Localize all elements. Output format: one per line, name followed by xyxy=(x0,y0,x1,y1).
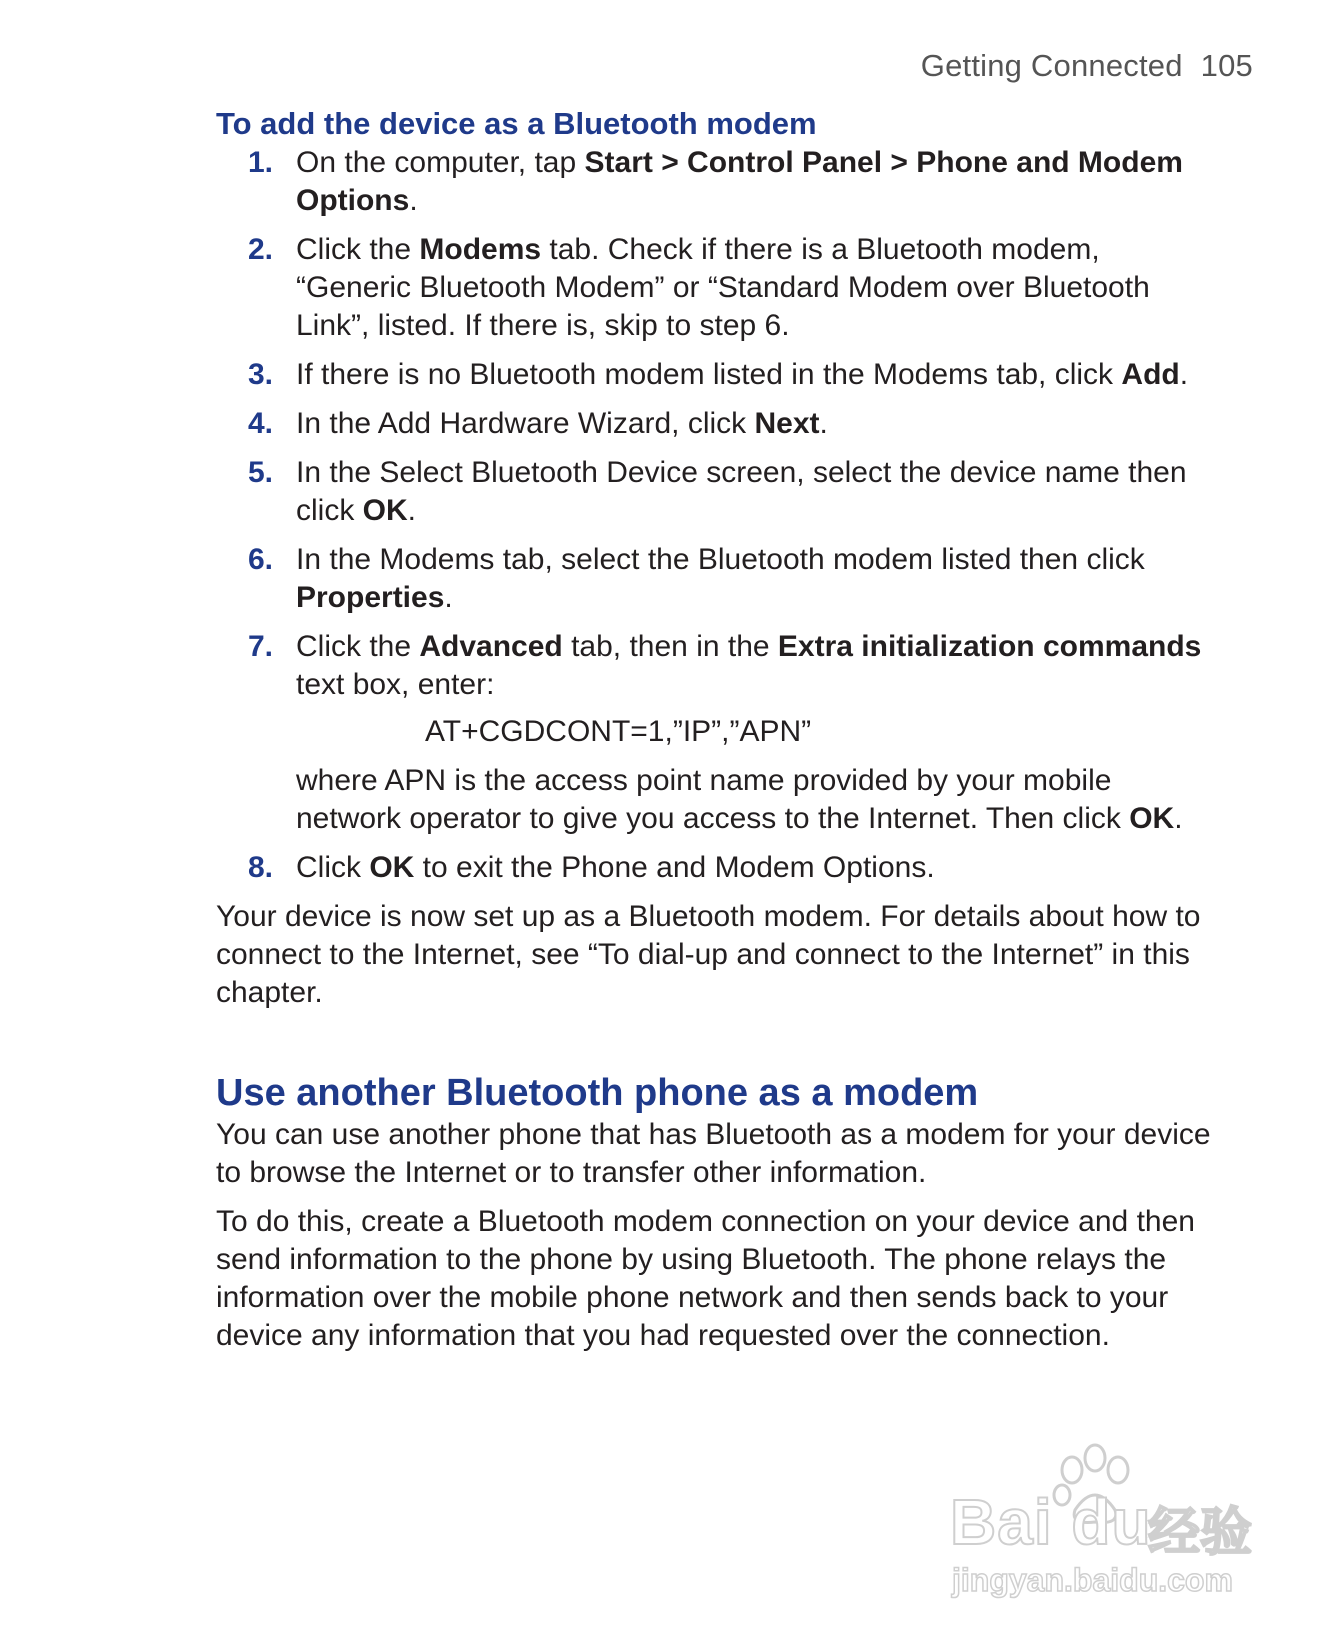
step-text: tab. Check if there is a Bluetooth modem, “Generic Bluetooth Modem” or “Standard Modem over Bluetooth Link”, listed. If there is, skip to step 6. xyxy=(296,233,1150,342)
procedure-conclusion: Your device is now set up as a Bluetooth modem. For details about how to connect to the Internet, see “To dial-up and connect to the Internet” in this chapter. xyxy=(216,900,1201,1009)
ui-term: Extra initialization commands xyxy=(777,630,1202,663)
step-text: Click xyxy=(296,851,370,884)
section-paragraph: You can use another phone that has Bluetooth as a modem for your device to browse the Internet or to transfer other information. xyxy=(216,1118,1211,1189)
watermark-cn: 经验 xyxy=(1148,1504,1253,1562)
header-section-title: Getting Connected xyxy=(920,48,1183,83)
procedure-title: To add the device as a Bluetooth modem xyxy=(216,106,817,141)
step-item xyxy=(216,356,1216,394)
ui-term: Advanced xyxy=(419,630,563,663)
step-item xyxy=(216,231,1216,345)
step-number: 4. xyxy=(248,407,274,440)
running-header xyxy=(921,48,1253,84)
ui-term: OK xyxy=(369,851,415,884)
step-number: 2. xyxy=(248,233,274,266)
command-text: AT+CGDCONT=1,”IP”,”APN” xyxy=(425,715,812,748)
ui-term: Add xyxy=(1121,358,1180,391)
step-body xyxy=(296,630,1201,701)
step-body xyxy=(296,456,1187,527)
step-item xyxy=(216,849,1216,887)
step-number: 1. xyxy=(248,146,274,179)
step-text: . xyxy=(1174,802,1183,835)
step-number: 8. xyxy=(248,851,274,884)
step-text: Click the xyxy=(296,630,420,663)
step-text: In the Select Bluetooth Device screen, select the device name then click xyxy=(296,456,1187,527)
step-number: 3. xyxy=(248,358,274,391)
watermark-url: jingyan.baidu.com xyxy=(952,1562,1233,1598)
step-text: In the Modems tab, select the Bluetooth modem listed then click xyxy=(296,543,1145,576)
ui-term: Properties xyxy=(296,581,445,614)
step-text: . xyxy=(819,407,828,440)
step-body xyxy=(296,358,1188,391)
watermark-brand: Bai du xyxy=(950,1486,1152,1558)
step-text: where APN is the access point name provided by your mobile network operator to give you access to the Internet. Then click xyxy=(296,764,1130,835)
step-number: 7. xyxy=(248,630,274,663)
ui-term: OK xyxy=(362,494,408,527)
step-text: . xyxy=(1179,358,1189,391)
step-item xyxy=(216,454,1216,530)
step-body xyxy=(296,146,1183,217)
step-number: 5. xyxy=(248,456,274,489)
procedure-steps xyxy=(216,144,1216,887)
step-body xyxy=(296,407,828,440)
step-item xyxy=(216,541,1216,617)
step-text: If there is no Bluetooth modem listed in the Modems tab, click xyxy=(296,358,1122,391)
step-body xyxy=(296,233,1150,342)
step-item xyxy=(216,628,1216,838)
step-number: 6. xyxy=(248,543,274,576)
step-followup xyxy=(296,762,1216,838)
step-body xyxy=(296,543,1145,614)
step-text: . xyxy=(407,494,417,527)
section-paragraph: To do this, create a Bluetooth modem connection on your device and then send information to the phone by using Bluetooth. The phone relays the information over the mobile phone network and then sends back to your device any information that you had requested over the connection. xyxy=(216,1205,1195,1352)
ui-term: Modems xyxy=(419,233,542,266)
step-text: . xyxy=(444,581,453,614)
step-text: tab, then in the xyxy=(562,630,778,663)
step-text: Click the xyxy=(296,233,420,266)
page-content xyxy=(216,104,1216,1366)
step-text: . xyxy=(409,184,418,217)
ui-term: OK xyxy=(1129,802,1175,835)
page-number: 105 xyxy=(1200,48,1253,83)
step-text: On the computer, tap xyxy=(296,146,585,179)
step-text: text box, enter: xyxy=(296,668,495,701)
step-item xyxy=(216,144,1216,220)
baidu-watermark xyxy=(950,1440,1270,1610)
step-text: In the Add Hardware Wizard, click xyxy=(296,407,755,440)
step-item xyxy=(216,405,1216,443)
ui-term: Start > Control Panel > Phone and Modem Options xyxy=(296,146,1183,217)
ui-term: Next xyxy=(754,407,820,440)
section-title: Use another Bluetooth phone as a modem xyxy=(216,1072,979,1114)
step-text: to exit the Phone and Modem Options. xyxy=(414,851,935,884)
step-body xyxy=(296,851,935,884)
